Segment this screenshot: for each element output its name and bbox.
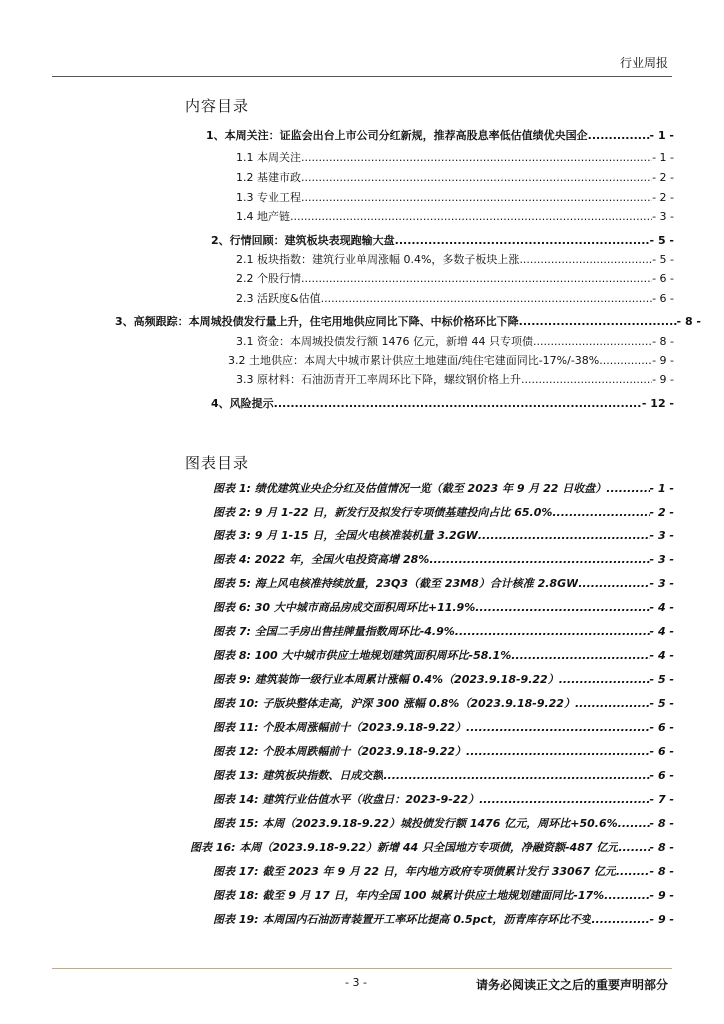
figure-entry-text: 图表 7: 全国二手房出售挂牌量指数周环比-4.9%	[213, 625, 455, 638]
leader-dots	[466, 743, 650, 760]
figure-page-number: - 5 -	[649, 697, 674, 710]
toc-entry-text: 1.1 本周关注	[236, 151, 301, 164]
figure-page-number: - 3 -	[649, 529, 674, 542]
figure-entry-16[interactable]	[190, 839, 674, 856]
toc-page-number: - 2 -	[652, 191, 674, 204]
figure-entry-15[interactable]	[213, 815, 674, 832]
leader-dots	[519, 251, 652, 268]
figure-page-number: - 7 -	[649, 793, 674, 806]
toc-entry-1-4[interactable]	[236, 208, 674, 225]
footer-rule	[52, 968, 672, 969]
contents-title: 内容目录	[185, 97, 250, 115]
toc-page-number: - 3 -	[652, 210, 674, 223]
leader-dots	[455, 623, 650, 640]
leader-dots	[475, 599, 649, 616]
figure-page-number: - 5 -	[649, 673, 674, 686]
figure-entry-18[interactable]	[213, 887, 674, 904]
toc-entry-text: 1.2 基建市政	[236, 171, 301, 184]
leader-dots	[578, 575, 649, 592]
leader-dots	[511, 647, 649, 664]
leader-dots	[559, 671, 650, 688]
toc-entry-text: 1.3 专业工程	[236, 191, 301, 204]
toc-page-number: - 5 -	[649, 234, 674, 247]
leader-dots	[521, 371, 652, 388]
leader-dots	[301, 270, 652, 287]
figure-entry-1[interactable]	[213, 480, 674, 497]
leader-dots	[301, 149, 652, 166]
toc-entry-3-3[interactable]	[236, 371, 674, 388]
toc-entry-4[interactable]	[211, 395, 674, 412]
figure-entry-text: 图表 5: 海上风电核准持续放量，23Q3（截至 23M8）合计核准 2.8GW	[213, 577, 579, 590]
figure-entry-4[interactable]	[213, 551, 674, 568]
leader-dots	[616, 863, 650, 880]
leader-dots	[591, 911, 649, 928]
figure-entry-text: 图表 11: 个股本周涨幅前十（2023.9.18-9.22）	[213, 721, 467, 734]
figure-entry-text: 图表 18: 截至 9 月 17 日，年内全国 100 城累计供应土地规划建面同比-17%	[213, 889, 605, 902]
leader-dots	[290, 208, 652, 225]
footer-disclaimer: 请务必阅读正文之后的重要声明部分	[475, 978, 668, 992]
figure-page-number: - 8 -	[649, 841, 674, 854]
figure-entry-text: 图表 2: 9 月 1-22 日，新发行及拟发行专项债基建投向占比 65.0%	[213, 506, 553, 519]
leader-dots	[575, 695, 650, 712]
toc-entry-text: 2.1 板块指数：建筑行业单周涨幅 0.4%，多数子板块上涨	[236, 253, 520, 266]
toc-entry-text: 1、本周关注：证监会出台上市公司分红新规，推荐高股息率低估值绩优央国企	[206, 129, 588, 142]
toc-entry-3-2[interactable]	[228, 352, 674, 369]
leader-dots	[301, 189, 652, 206]
leader-dots	[274, 395, 642, 412]
toc-entry-text: 3.3 原材料：石油沥青开工率周环比下降，螺纹钢价格上升	[236, 373, 521, 386]
figure-page-number: - 3 -	[649, 553, 674, 566]
figure-entry-text: 图表 13: 建筑板块指数、日成交额	[213, 769, 384, 782]
figure-page-number: - 6 -	[649, 721, 674, 734]
toc-page-number: - 6 -	[652, 292, 674, 305]
toc-page-number: - 8 -	[652, 335, 674, 348]
figure-entry-text: 图表 17: 截至 2023 年 9 月 22 日，年内地方政府专项债累计发行 33067 亿元	[213, 865, 616, 878]
toc-entry-3[interactable]	[115, 313, 701, 330]
figure-entry-10[interactable]	[213, 695, 674, 712]
toc-entry-2-1[interactable]	[236, 251, 674, 268]
figure-page-number: - 8 -	[649, 817, 674, 830]
leader-dots	[321, 290, 652, 307]
figure-entry-8[interactable]	[213, 647, 674, 664]
figure-entry-text: 图表 3: 9 月 1-15 日，全国火电核准装机量 3.2GW	[213, 529, 478, 542]
leader-dots	[395, 232, 650, 249]
toc-entry-text: 3.1 资金：本周城投债发行额 1476 亿元，新增 44 只专项债	[236, 335, 533, 348]
figures-title: 图表目录	[185, 454, 250, 472]
leader-dots	[533, 333, 652, 350]
figure-entry-text: 图表 16: 本周（2023.9.18-9.22）新增 44 只全国地方专项债，净融资额-487 亿元	[190, 841, 619, 854]
figure-entry-text: 图表 6: 30 大中城市商品房成交面积周环比+11.9%	[213, 601, 476, 614]
toc-page-number: - 5 -	[652, 253, 674, 266]
toc-page-number: - 6 -	[652, 272, 674, 285]
figure-entry-text: 图表 19: 本周国内石油沥青装置开工率环比提高 0.5pct，沥青库存环比不变	[213, 913, 592, 926]
toc-entry-text: 2.2 个股行情	[236, 272, 301, 285]
toc-entry-1-3[interactable]	[236, 189, 674, 206]
toc-entry-2-2[interactable]	[236, 270, 674, 287]
figure-page-number: - 4 -	[649, 625, 674, 638]
leader-dots	[519, 313, 677, 330]
toc-entry-text: 2.3 活跃度&估值	[236, 292, 321, 305]
figure-page-number: - 3 -	[649, 577, 674, 590]
leader-dots	[552, 504, 649, 521]
toc-entry-2[interactable]	[211, 232, 674, 249]
toc-entry-text: 4、风险提示	[211, 397, 274, 410]
figure-entry-text: 图表 9: 建筑装饰一级行业本周累计涨幅 0.4%（2023.9.18-9.22）	[213, 673, 559, 686]
figure-entry-12[interactable]	[213, 743, 674, 760]
figure-page-number: - 6 -	[649, 745, 674, 758]
leader-dots	[429, 551, 649, 568]
figure-entry-text: 图表 10: 子版块整体走高，沪深 300 涨幅 0.8%（2023.9.18-9.22）	[213, 697, 575, 710]
toc-entry-1[interactable]	[206, 127, 674, 144]
leader-dots	[588, 127, 650, 144]
toc-entry-text: 3.2 土地供应：本周大中城市累计供应土地建面/纯住宅建面同比-17%/-38%	[228, 354, 600, 367]
figure-page-number: - 1 -	[649, 482, 674, 495]
toc-entry-1-1[interactable]	[236, 149, 674, 166]
figure-page-number: - 4 -	[649, 649, 674, 662]
figure-entry-3[interactable]	[213, 527, 674, 544]
figure-entry-17[interactable]	[213, 863, 674, 880]
leader-dots	[599, 352, 652, 369]
toc-page-number: - 9 -	[652, 354, 674, 367]
toc-entry-text: 3、高频跟踪：本周城投债发行量上升，住宅用地供应同比下降、中标价格环比下降	[115, 315, 519, 328]
figure-entry-13[interactable]	[213, 767, 674, 784]
figure-page-number: - 4 -	[649, 601, 674, 614]
figure-entry-9[interactable]	[213, 671, 674, 688]
figure-entry-19[interactable]	[213, 911, 674, 928]
toc-page-number: - 9 -	[652, 373, 674, 386]
leader-dots	[604, 887, 649, 904]
leader-dots	[618, 839, 649, 856]
toc-page-number: - 8 -	[676, 315, 701, 328]
toc-entry-text: 1.4 地产链	[236, 210, 290, 223]
header-rule	[52, 76, 672, 77]
leader-dots	[466, 719, 650, 736]
figure-entry-5[interactable]	[213, 575, 674, 592]
figure-entry-text: 图表 14: 建筑行业估值水平（收盘日：2023-9-22）	[213, 793, 480, 806]
figure-entry-text: 图表 4: 2022 年，全国火电投资高增 28%	[213, 553, 430, 566]
figure-page-number: - 9 -	[649, 889, 674, 902]
toc-page-number: - 2 -	[652, 171, 674, 184]
figure-entry-text: 图表 1: 绩优建筑业央企分红及估值情况一览（截至 2023 年 9 月 22 日收盘）	[213, 482, 607, 495]
figure-page-number: - 2 -	[649, 506, 674, 519]
figure-page-number: - 9 -	[649, 913, 674, 926]
leader-dots	[478, 527, 650, 544]
leader-dots	[479, 791, 649, 808]
figure-entry-7[interactable]	[213, 623, 674, 640]
leader-dots	[618, 815, 650, 832]
figure-entry-text: 图表 15: 本周（2023.9.18-9.22）城投债发行额 1476 亿元，周环比+50.6%	[213, 817, 618, 830]
leader-dots	[301, 169, 652, 186]
figure-entry-11[interactable]	[213, 719, 674, 736]
footer-page-number: - 3 -	[345, 976, 367, 989]
figure-entry-text: 图表 12: 个股本周跌幅前十（2023.9.18-9.22）	[213, 745, 467, 758]
figure-entry-6[interactable]	[213, 599, 674, 616]
toc-entry-text: 2、行情回顾：建筑板块表现跑输大盘	[211, 234, 395, 247]
toc-entry-3-1[interactable]	[236, 333, 674, 350]
figure-page-number: - 8 -	[649, 865, 674, 878]
toc-entry-2-3[interactable]	[236, 290, 674, 307]
leader-dots	[383, 767, 649, 784]
figure-entry-text: 图表 8: 100 大中城市供应土地规划建筑面积周环比-58.1%	[213, 649, 512, 662]
leader-dots	[606, 480, 649, 497]
header-label: 行业周报	[619, 56, 668, 70]
figure-page-number: - 6 -	[649, 769, 674, 782]
toc-page-number: - 1 -	[649, 129, 674, 142]
toc-page-number: - 1 -	[652, 151, 674, 164]
toc-page-number: - 12 -	[641, 397, 674, 410]
figure-entry-2[interactable]	[213, 504, 674, 521]
figure-entry-14[interactable]	[213, 791, 674, 808]
toc-entry-1-2[interactable]	[236, 169, 674, 186]
